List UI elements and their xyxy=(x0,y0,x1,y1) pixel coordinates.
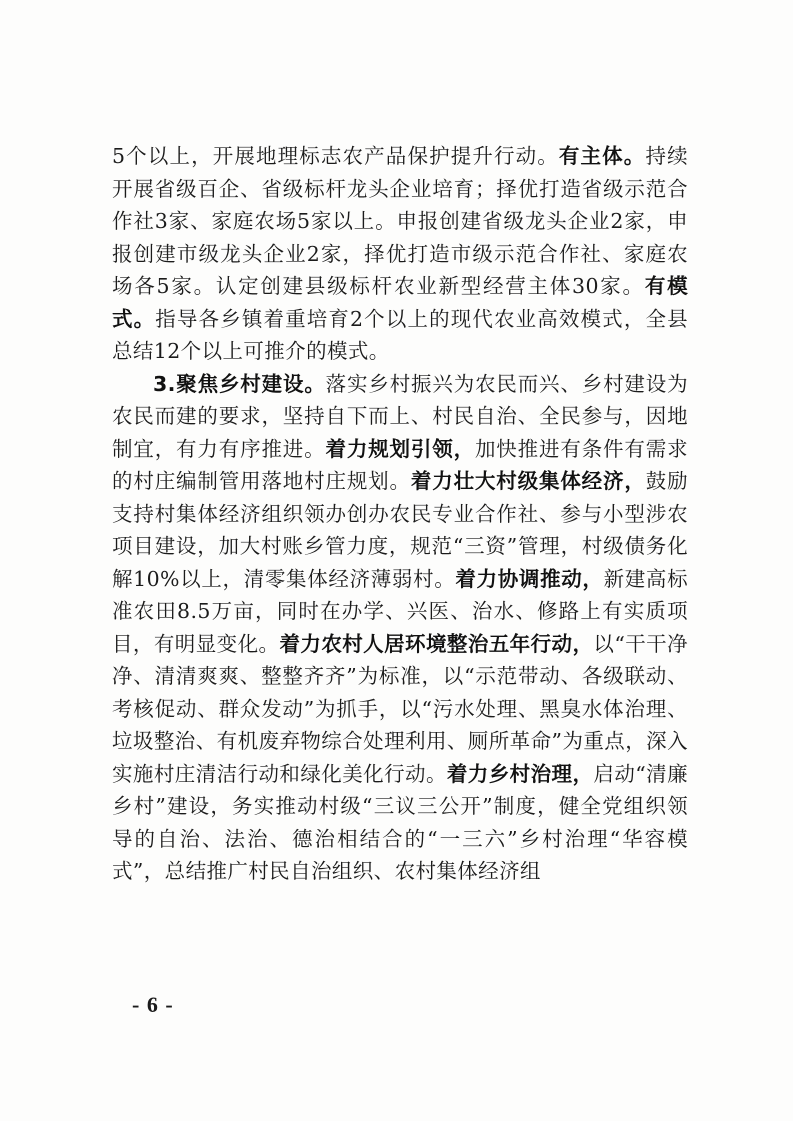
bold-heading-run: 着力农村人居环境整治五年行动， xyxy=(279,631,594,656)
paragraph-2 xyxy=(112,368,688,888)
paragraph-1 xyxy=(112,140,688,368)
document-body xyxy=(112,140,688,888)
text-run: 启动“清廉乡村”建设，务实推动村级“三议三公开”制度，健全党组织领导的自治、法治、德治相结合的“一三六”乡村治理“华容模式”，总结推广村民自治组织、农村集体经济组 xyxy=(112,761,688,883)
text-run: 以“干干净净、清清爽爽、整整齐齐”为标准，以“示范带动、各级联动、考核促动、群众发动”为抓手，以“污水处理、黑臭水体治理、垃圾整治、有机废弃物综合处理利用、厕所革命”为重点，深入实施村庄清洁行动和绿化美化行动。 xyxy=(112,631,689,786)
bold-heading-run: 着力规划引领， xyxy=(325,436,475,461)
bold-heading-run: 有模式。 xyxy=(112,274,688,331)
text-run: 落实乡村振兴为农民而兴、乡村建设为农民而建的要求，坚持自下而上、村民自治、全民参与，因地制宜，有力有序推进。 xyxy=(112,371,688,461)
text-run: 指导各乡镇着重培育2个以上的现代农业高效模式，全县总结12个以上可推介的模式。 xyxy=(112,306,688,363)
text-run: 鼓励支持村集体经济组织领办创办农民专业合作社、参与小型涉农项目建设，加大村账乡管力度，规范“三资”管理，村级债务化解10%以上，清零集体经济薄弱村。 xyxy=(112,469,688,591)
section-heading-run: 3.聚焦乡村建设。 xyxy=(153,371,326,396)
text-run: 5个以上，开展地理标志农产品保护提升行动。 xyxy=(112,144,559,168)
text-run: 加快推进有条件有需求的村庄编制管用落地村庄规划。 xyxy=(112,436,688,493)
bold-heading-run: 着力乡村治理， xyxy=(446,761,594,786)
text-run: 持续开展省级百企、省级标杆龙头企业培育；择优打造省级示范合作社3家、家庭农场5家以上。申报创建省级龙头企业2家，申报创建市级龙头企业2家，择优打造市级示范合作社、家庭农场各5家。认定创建县级标杆农业新型经营主体30家。 xyxy=(112,144,688,298)
bold-heading-run: 有主体。 xyxy=(558,144,646,168)
bold-heading-run: 着力协调推动， xyxy=(455,566,604,591)
bold-heading-run: 着力壮大村级集体经济， xyxy=(410,469,646,493)
text-run: 新建高标准农田8.5万亩，同时在办学、兴医、治水、修路上有实质项目，有明显变化。 xyxy=(112,566,688,656)
page-number: - 6 - xyxy=(132,992,174,1017)
